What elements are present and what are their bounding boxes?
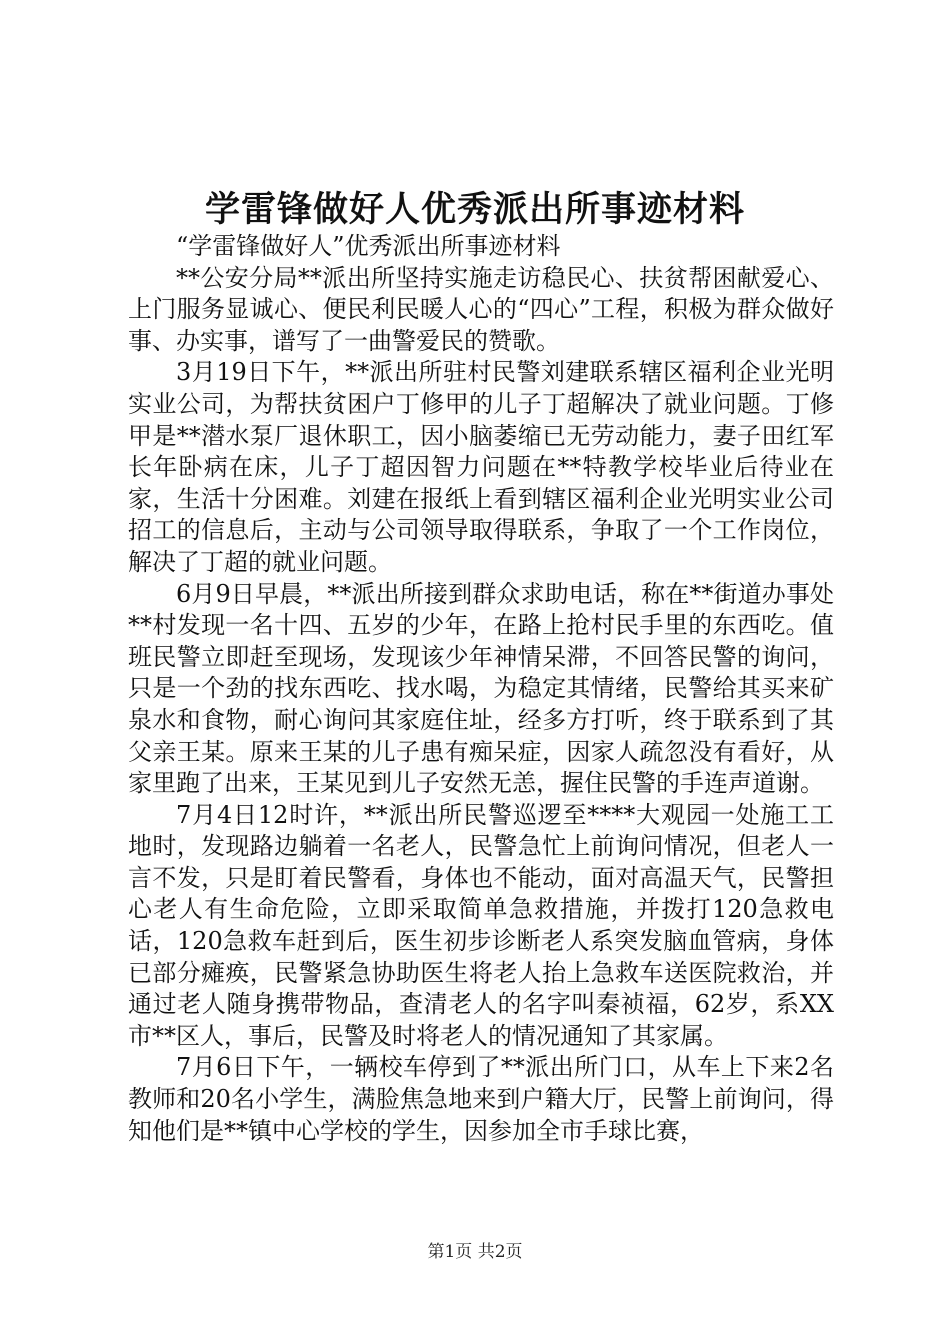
document-title: 学雷锋做好人优秀派出所事迹材料 [204, 189, 745, 230]
story-paragraph-march: 3月19日下午，**派出所驻村民警刘建联系辖区福利企业光明实业公司，为帮扶贫困户丁修甲的儿子丁超解决了就业问题。丁修甲是**潜水泵厂退休职工，因小脑萎缩已无劳动能力，妻子田红军长年卧病在床，儿子丁超因智力问题在**特教学校毕业后待业在家，生活十分困难。刘建在报纸上看到辖区福利企业光明实业公司招工的信息后，主动与公司领导取得联系，争取了一个工作岗位，解决了丁超的就业问题。 [128, 358, 834, 576]
document-body [128, 231, 834, 1147]
page-footer: 第1页 共2页 [427, 1242, 523, 1262]
story-paragraph-june: 6月9日早晨，**派出所接到群众求助电话，称在**街道办事处**村发现一名十四、五岁的少年，在路上抢村民手里的东西吃。值班民警立即赶至现场，发现该少年神情呆滞，不回答民警的询问，只是一个劲的找东西吃、找水喝，为稳定其情绪，民警给其买来矿泉水和食物，耐心询问其家庭住址，经多方打听，终于联系到了其父亲王某。原来王某的儿子患有痴呆症，因家人疏忽没有看好，从家里跑了出来，王某见到儿子安然无恙，握住民警的手连声道谢。 [128, 579, 834, 798]
intro-paragraph: **公安分局**派出所坚持实施走访稳民心、扶贫帮困献爱心、上门服务显诚心、便民利民暖人心的“四心”工程，积极为群众做好事、办实事，谱写了一曲警爱民的赞歌。 [128, 263, 834, 355]
story-paragraph-july-4: 7月4日12时许，**派出所民警巡逻至****大观园一处施工工地时，发现路边躺着一名老人，民警急忙上前询问情况，但老人一言不发，只是盯着民警看，身体也不能动，面对高温天气，民警担心老人有生命危险，立即采取简单急救措施，并拨打120急救电话，120急救车赶到后，医生初步诊断老人系突发脑血管病，身体已部分瘫痪，民警紧急协助医生将老人抬上急救车送医院救治，并通过老人随身携带物品，查清老人的名字叫秦祯福，62岁，系XX市**区人，事后，民警及时将老人的情况通知了其家属。 [128, 800, 834, 1050]
subtitle-paragraph: “学雷锋做好人”优秀派出所事迹材料 [176, 232, 561, 260]
story-paragraph-july-6: 7月6日下午，一辆校车停到了**派出所门口，从车上下来2名教师和20名小学生，满脸焦急地来到户籍大厅，民警上前询问，得知他们是**镇中心学校的学生，因参加全市手球比赛， [128, 1053, 834, 1145]
